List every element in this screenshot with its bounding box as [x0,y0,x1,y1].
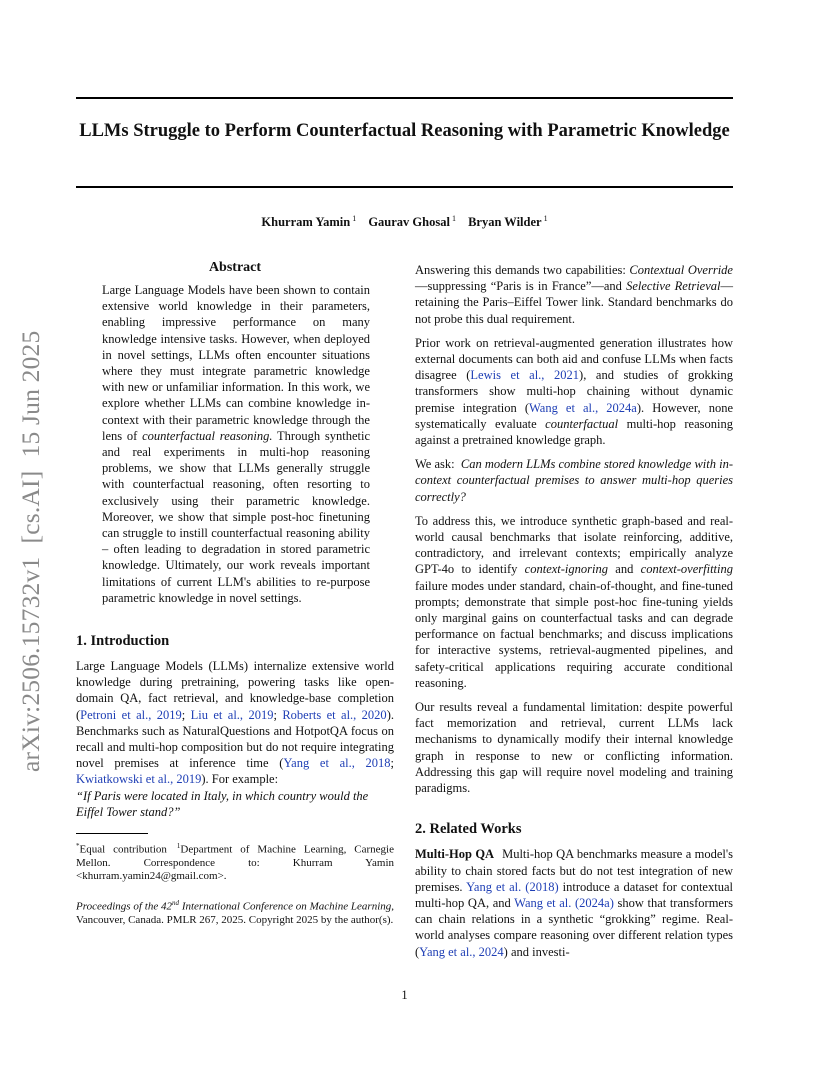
author-list [76,214,733,230]
author-affiliation-mark: 1 [352,214,357,223]
abstract-heading: Abstract [208,260,262,275]
body-paragraph [415,513,733,691]
body-text: Answering this demands two capabilities: [415,263,630,277]
author-name: Bryan Wilder [468,215,542,230]
body-italic-text: context-overfitting [640,562,733,577]
body-text: To address this, we introduce synthetic graph-based and real-world causal benchmarks that isolate reinforcing, additive, contradictory, and irrelevant contexts; empirically analyze GPT-4o to identify [415,513,733,577]
arxiv-identifier: arXiv:2506.15732v1 [cs.AI] 15 Jun 2025 [16,330,45,772]
body-text: —suppressing “Paris is in France”—and [415,279,627,294]
body-italic-text: counterfactual [545,416,619,431]
body-text: introduce a dataset for contextual multi-hop QA, and [415,879,733,910]
body-paragraph [415,846,733,959]
body-text: ). For example: [201,772,279,787]
title-top-rule [76,97,733,99]
example-quote: “If Paris were located in Italy, in which country would the Eiffel Tower stand?” [76,788,369,820]
citation-link[interactable]: Petroni et al., 2019 [80,707,182,722]
body-text: ; [273,707,283,722]
citation-link[interactable]: Yang et al., 2024 [419,944,504,959]
body-text: ). However, none systematically evaluate [415,400,733,431]
author-name: Gaurav Ghosal [368,215,450,230]
abstract-text: Through synthetic and real experiments in multi-hop reasoning problems, we show that LLMs generally struggle with counterfactual reasoning, often resorting to exclusively using their parametric knowledge. Moreover, we show that simple post-hoc finetuning can struggle to instill counterfactual reasoning ability – often leading to degradation in stored parametric knowledge. Ultimately, our work reveals important limitations of current LLM's abilities to re-purpose parametric knowledge in novel settings. [102,428,371,605]
body-text: ). Benchmarks such as NaturalQuestions and HotpotQA focus on recall and multi-hop composition but do not require integrating novel premises at inference time ( [76,707,394,771]
citation-link[interactable]: Yang et al., 2018 [283,756,391,771]
left-column [76,258,394,927]
section-heading-introduction: 1. Introduction [76,633,170,650]
body-text: multi-hop reasoning against a pretrained knowledge graph. [415,416,733,448]
page-number: 1 [401,988,408,1002]
citation-link[interactable]: Wang et al., 2024a [529,400,637,415]
citation-link[interactable]: Roberts et al., 2020 [282,707,387,722]
footnote-rule [76,833,148,834]
intro-paragraph [76,658,394,788]
body-paragraph: Our results reveal a fundamental limitation: despite powerful fact memorization and retrieval, current LLMs lack mechanisms to dynamically modify their internal knowledge graph in response to new or conflicting information. Addressing this gap will require novel modeling and training paradigms. [415,700,733,796]
right-column [415,262,737,960]
body-italic-text: Selective Retrieval [626,279,721,294]
abstract-text: Large Language Models have been shown to contain extensive world knowledge in their parameters, enabling impressive performance on many knowledge intensive tasks. However, when deployed in novel settings, LLMs often encounter situations where they must integrate parametric knowledge with new or unfamiliar information. In this work, we explore whether LLMs can combine knowledge in-context with their parametric knowledge through the lens of [102,283,370,443]
citation-link[interactable]: Wang et al. (2024a) [514,895,614,910]
footnote [76,840,394,927]
section-heading-related-works: 2. Related Works [415,821,522,838]
footnote-text: Department of Machine Learning, Carnegie Mellon. Correspondence to: Khurram Yamin <khurram.yamin24@gmail.com>. [76,843,394,883]
body-text: We ask: [415,457,461,472]
title-bottom-rule [76,186,733,188]
body-text: show that transformers can chain relations in a synthetic “grokking” regime. Real-world analyses compare reasoning over different relation types ( [415,895,733,959]
abstract-body [102,282,370,606]
proceedings-text: , Vancouver, Canada. PMLR 267, 2025. Copyright 2025 by the author(s). [76,900,394,926]
footnote-mark: * [76,841,80,850]
body-text: ; [181,707,191,722]
body-text: ) and investi- [503,944,570,959]
body-text: and [608,562,641,577]
body-italic-text: Contextual Override [629,263,733,277]
body-italic-text: Can modern LLMs combine stored knowledge with in-context counterfactual premises to answer multi-hop queries correctly? [415,457,737,504]
footnote-text: Equal contribution [79,843,167,856]
body-text: failure modes under standard, chain-of-thought, and fine-tuned prompts; demonstrate that simple post-hoc fine-tuning yields only marginal gains on counterfactual tasks and can degrade performance on factual benchmarks; and discuss implications for interactive systems, retrieval-augmented pipelines, and safety-critical applications requiring accurate conditional reasoning. [415,578,733,690]
research-question [415,456,737,505]
body-paragraph [415,335,733,448]
body-text: Large Language Models (LLMs) internalize extensive world knowledge during pretraining, powering tasks like open-domain QA, fact retrieval, and knowledge-base completion ( [76,659,394,722]
citation-link[interactable]: Kwiatkowski et al., 2019 [76,772,202,787]
citation-link[interactable]: Yang et al. (2018) [466,879,559,894]
proceedings-text: nd [172,898,180,907]
body-italic-text: context-ignoring [524,562,608,577]
author-affiliation-mark: 1 [451,214,456,223]
citation-link[interactable]: Lewis et al., 2021 [470,368,580,383]
author-name: Khurram Yamin [261,215,351,230]
abstract-italic-text: counterfactual reasoning. [142,428,273,443]
body-text: Prior work on retrieval-augmented generation illustrates how external documents can both aid and confuse LLMs when facts disagree ( [415,335,733,383]
body-text: ; [390,756,394,771]
author-affiliation-mark: 1 [543,214,548,223]
body-paragraph [415,262,733,327]
citation-link[interactable]: Liu et al., 2019 [190,707,274,722]
body-text: —retaining the Paris–Eiffel Tower link. Standard benchmarks do not probe this dual requirement. [415,279,733,326]
proceedings-text: 42 [161,900,173,913]
body-text: ), and studies of grokking transformers show multi-hop chaining without dynamic premise integration ( [415,368,734,415]
footnote-mark: 1 [176,841,181,850]
proceedings-text: International Conference on Machine Learning [179,900,392,913]
paper-title: LLMs Struggle to Perform Counterfactual Reasoning with Parametric Knowledge [79,121,730,141]
proceedings-text: Proceedings of the [76,900,162,913]
paragraph-run-in-heading: Multi-Hop QA [415,847,495,862]
body-text: Multi-hop QA benchmarks measure a model's ability to chain stored facts but do not test integration of new premises. [415,847,733,894]
